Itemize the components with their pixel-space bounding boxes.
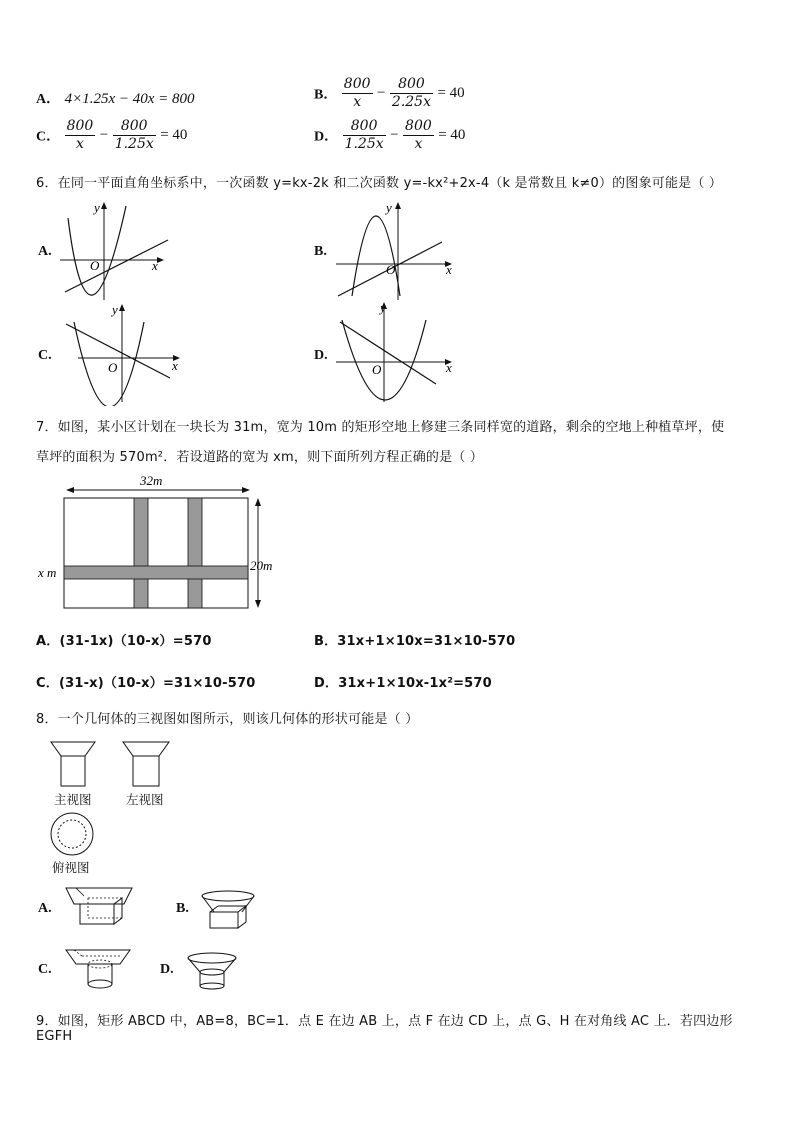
q7-stem-line2: 草坪的面积为 570m²．若设道路的宽为 xm，则下面所列方程正确的是（ ）: [36, 450, 484, 465]
axis-x-label: x: [446, 262, 452, 277]
option-letter: A．: [36, 92, 61, 107]
q7-stem-line1: 7．如图，某小区计划在一块长为 31m，宽为 10m 的矩形空地上修建三条同样宽的道路，剩余的空地上种植草坪，使: [36, 420, 725, 435]
height-label: 20m: [250, 558, 273, 573]
fraction: $\frac{800}{x}$: [405, 118, 432, 152]
axis-x-label: x: [446, 360, 452, 375]
horizontal-road: [64, 566, 248, 579]
parabola: [352, 216, 400, 296]
vertical-road-2: [188, 498, 202, 608]
top-view-caption: 俯视图: [52, 860, 90, 875]
width-label: 32m: [140, 474, 163, 488]
q8-top-view: [48, 812, 96, 860]
q8-option-c-label: C.: [38, 962, 52, 977]
q5-option-a: [36, 88, 195, 108]
q6-stem: 6．在同一平面直角坐标系中，一次函数 y=kx-2k 和二次函数 y=-kx²+2x-4（k 是常数且 k≠0）的图象可能是（ ）: [36, 176, 723, 191]
fraction: $\frac{800}{x}$: [66, 118, 94, 152]
vertical-road-1: [134, 498, 148, 608]
fraction: $\frac{800}{1.25x}$: [114, 118, 154, 152]
option-letter: B．: [314, 87, 338, 103]
fraction: $\frac{800}{1.25x}$: [344, 118, 384, 152]
q6-option-d-label: D.: [314, 348, 328, 363]
q7-option-b: B．31x+1×10x=31×10-570: [314, 634, 516, 649]
q8-front-view: [50, 740, 100, 790]
axis-y-label: y: [94, 200, 100, 215]
fraction: $\frac{800}{2.25x}$: [391, 76, 431, 110]
q7-option-d: D．31x+1×10x-1x²=570: [314, 676, 492, 691]
equals-rhs: = 40: [438, 127, 466, 143]
q8-option-a-label: A.: [38, 901, 52, 916]
line-graph: [66, 324, 170, 378]
axis-x-label: x: [152, 258, 158, 273]
q5-a-expression: 4×1.25x − 40x = 800: [64, 91, 195, 107]
q8-solid-a: [64, 884, 136, 930]
q6-option-a-label: A.: [38, 244, 52, 259]
q6-graph-b: [336, 200, 456, 304]
q5-option-d: [314, 118, 465, 153]
q5-option-b: [314, 76, 465, 111]
q8-solid-c: [64, 946, 134, 992]
front-view-caption: 主视图: [54, 792, 92, 807]
line-graph: [340, 322, 436, 384]
q8-option-b-label: B.: [176, 901, 189, 916]
equals-rhs: = 40: [437, 85, 465, 101]
q6-graph-a: [60, 200, 170, 304]
q5-option-c: [36, 118, 187, 153]
minus-sign: −: [99, 127, 109, 143]
q8-solid-d: [186, 950, 242, 994]
origin-label: O: [372, 362, 382, 377]
q8-stem: 8．一个几何体的三视图如图所示，则该几何体的形状可能是（ ）: [36, 712, 419, 727]
left-view-caption: 左视图: [126, 792, 164, 807]
q8-solid-b: [200, 888, 260, 932]
option-letter: C．: [36, 129, 61, 145]
equals-rhs: = 40: [160, 127, 188, 143]
axis-y-label: y: [386, 200, 392, 215]
q6-graph-c: [60, 302, 186, 406]
axis-y-label: y: [112, 302, 118, 317]
axis-x-label: x: [172, 358, 178, 373]
q7-option-c: C．(31-x)（10-x）=31×10-570: [36, 676, 256, 691]
q8-option-d-label: D.: [160, 962, 174, 977]
origin-label: O: [108, 360, 118, 375]
q7-option-a: A．(31-1x)（10-x）=570: [36, 634, 212, 649]
axis-y-label: y: [380, 300, 386, 315]
minus-sign: −: [376, 85, 386, 101]
q9-stem: 9．如图，矩形 ABCD 中，AB=8，BC=1．点 E 在边 AB 上，点 F 在边 CD 上，点 G、H 在对角线 AC 上．若四边形 EGFH: [36, 1014, 733, 1044]
q8-left-view: [122, 740, 172, 790]
option-letter: D．: [314, 129, 339, 145]
q7-figure: [36, 474, 286, 614]
parabola: [68, 206, 126, 295]
q6-option-c-label: C.: [38, 348, 52, 363]
q6-option-b-label: B.: [314, 244, 327, 259]
line-graph: [338, 242, 442, 296]
q6-graph-d: [336, 300, 456, 406]
road-width-label: x m: [38, 565, 57, 580]
minus-sign: −: [390, 127, 399, 143]
fraction: $\frac{800}{x}$: [343, 76, 371, 110]
origin-label: O: [386, 262, 396, 277]
origin-label: O: [90, 258, 100, 273]
